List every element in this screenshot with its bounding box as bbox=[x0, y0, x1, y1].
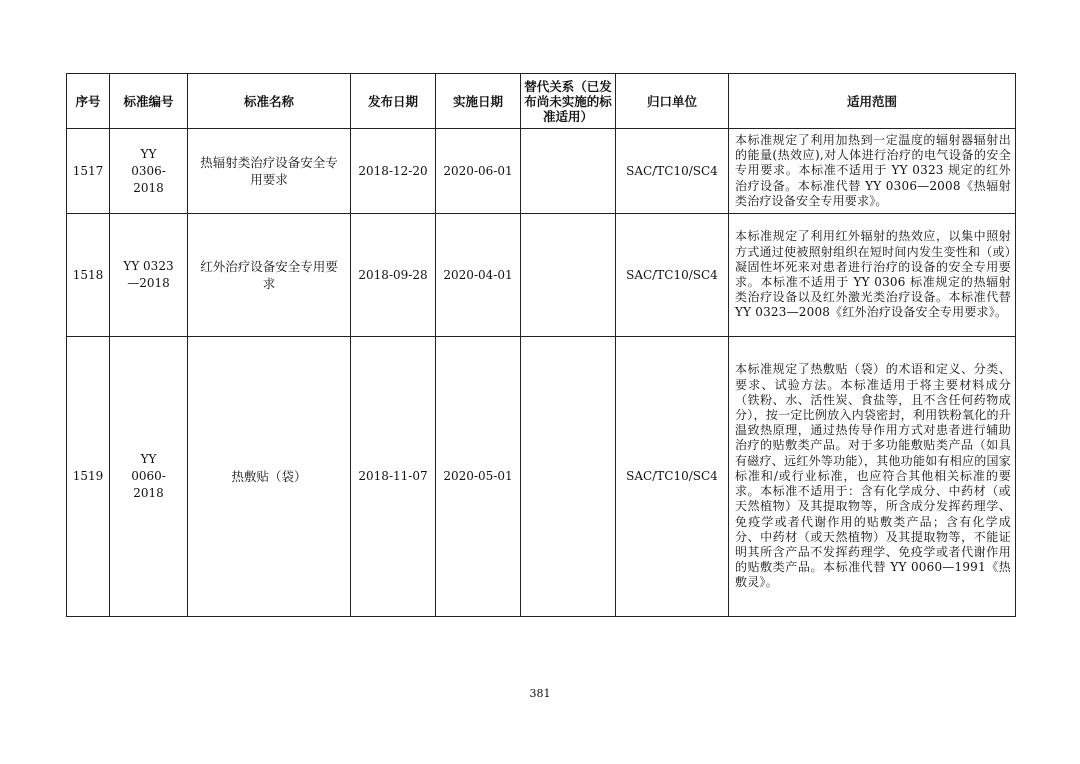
page-number: 381 bbox=[529, 687, 551, 700]
cell-replacement bbox=[521, 129, 616, 214]
header-name: 标准名称 bbox=[188, 74, 351, 129]
table-row bbox=[67, 337, 1016, 617]
standards-table bbox=[66, 73, 1016, 617]
header-authority: 归口单位 bbox=[616, 74, 729, 129]
cell-seq: 1519 bbox=[67, 337, 110, 617]
table-row bbox=[67, 214, 1016, 337]
cell-replacement bbox=[521, 214, 616, 337]
header-scope: 适用范围 bbox=[729, 74, 1016, 129]
header-effective-date: 实施日期 bbox=[436, 74, 521, 129]
cell-name: 红外治疗设备安全专用要求 bbox=[188, 214, 351, 337]
cell-code: YY 0323—2018 bbox=[110, 214, 188, 337]
cell-effective-date: 2020-04-01 bbox=[436, 214, 521, 337]
cell-code: YY 0060-2018 bbox=[110, 337, 188, 617]
cell-effective-date: 2020-06-01 bbox=[436, 129, 521, 214]
cell-scope: 本标准规定了热敷贴（袋）的术语和定义、分类、要求、试验方法。本标准适用于将主要材料成分（铁粉、水、活性炭、食盐等，且不含任何药物成分），按一定比例放入内袋密封，利用铁粉氧化的升温致热原理，通过热传导作用方式对患者进行辅助治疗的贴敷类产品。对于多功能敷贴类产品（如具有磁疗、远红外等功能），其他功能如有相应的国家标准和/或行业标准，也应符合其他相关标准的要求。本标准不适用于：含有化学成分、中药材（或天然植物）及其提取物等，所含成分发挥药理学、免疫学或者代谢作用的贴敷类产品；含有化学成分、中药材（或天然植物）及其提取物等，不能证明其所含产品不发挥药理学、免疫学或者代谢作用的贴敷类产品。本标准代替 YY 0060—1991《热敷灵》。 bbox=[729, 337, 1016, 617]
table-header-row bbox=[67, 74, 1016, 129]
cell-name: 热辐射类治疗设备安全专用要求 bbox=[188, 129, 351, 214]
cell-seq: 1517 bbox=[67, 129, 110, 214]
header-replacement: 替代关系（已发布尚未实施的标准适用） bbox=[521, 74, 616, 129]
cell-publish-date: 2018-12-20 bbox=[351, 129, 436, 214]
header-seq: 序号 bbox=[67, 74, 110, 129]
cell-code: YY 0306-2018 bbox=[110, 129, 188, 214]
table-row bbox=[67, 129, 1016, 214]
cell-name: 热敷贴（袋） bbox=[188, 337, 351, 617]
cell-publish-date: 2018-09-28 bbox=[351, 214, 436, 337]
cell-scope: 本标准规定了利用加热到一定温度的辐射器辐射出的能量(热效应),对人体进行治疗的电气设备的安全专用要求。本标准不适用于 YY 0323 规定的红外治疗设备。本标准代替 YY 0306—2008《热辐射类治疗设备安全专用要求》。 bbox=[729, 129, 1016, 214]
cell-seq: 1518 bbox=[67, 214, 110, 337]
cell-publish-date: 2018-11-07 bbox=[351, 337, 436, 617]
cell-authority: SAC/TC10/SC4 bbox=[616, 129, 729, 214]
cell-scope: 本标准规定了利用红外辐射的热效应，以集中照射方式通过使被照射组织在短时间内发生变性和（或）凝固性坏死来对患者进行治疗的设备的安全专用要求。本标准不适用于 YY 0306 标准规定的热辐射类治疗设备以及红外激光类治疗设备。本标准代替 YY 0323—2008《红外治疗设备安全专用要求》。 bbox=[729, 214, 1016, 337]
header-publish-date: 发布日期 bbox=[351, 74, 436, 129]
cell-authority: SAC/TC10/SC4 bbox=[616, 214, 729, 337]
cell-authority: SAC/TC10/SC4 bbox=[616, 337, 729, 617]
header-code: 标准编号 bbox=[110, 74, 188, 129]
cell-replacement bbox=[521, 337, 616, 617]
cell-effective-date: 2020-05-01 bbox=[436, 337, 521, 617]
